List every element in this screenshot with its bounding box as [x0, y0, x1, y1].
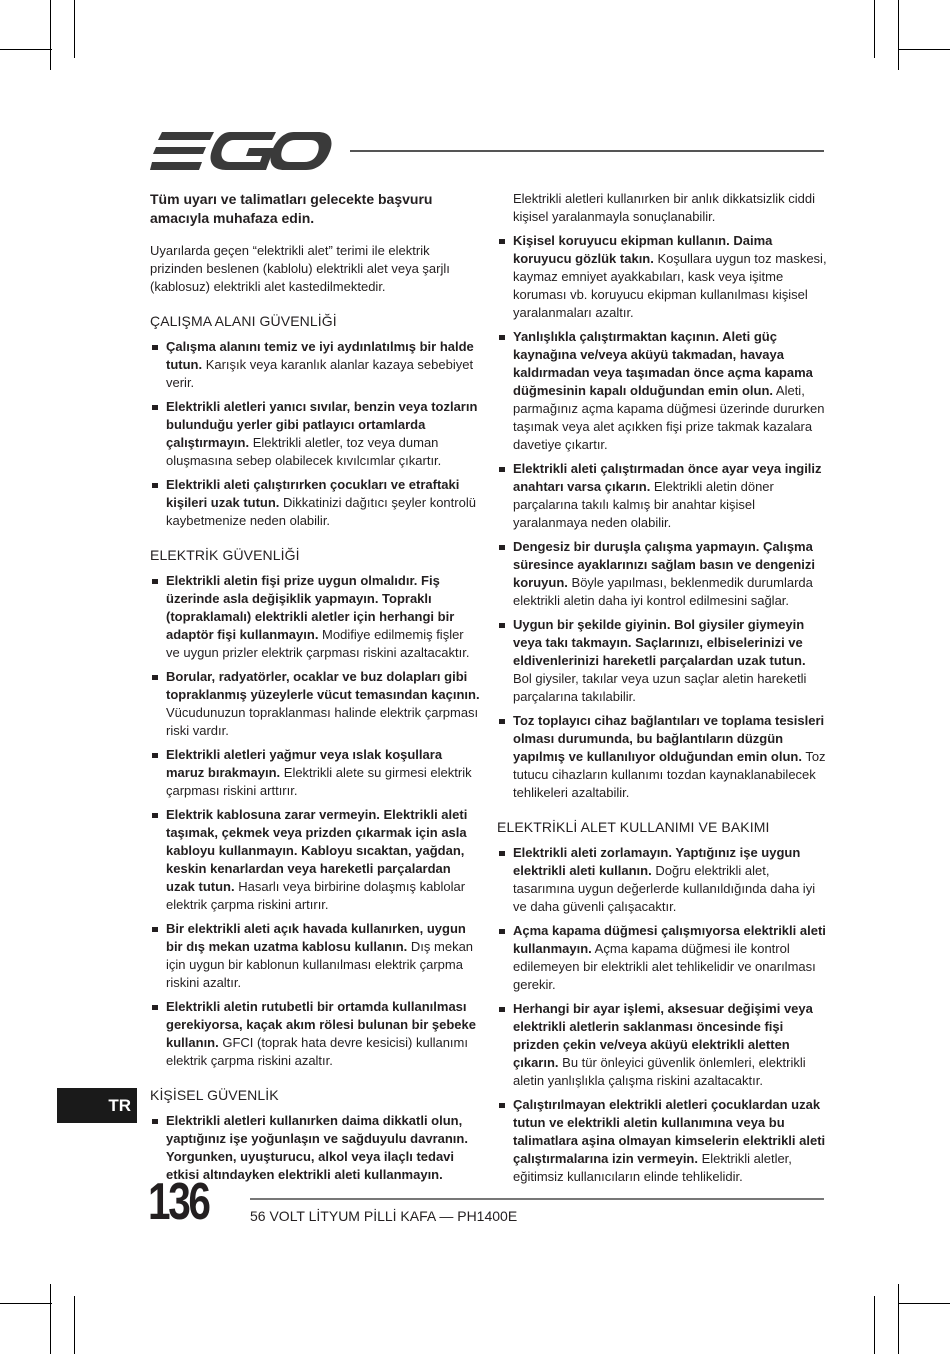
item-text: Elektrikli aletler, toz veya duman oluşmasına sebep olabilecek kıvılcımlar çıkartır.	[166, 435, 442, 468]
heading-work-area: ÇALIŞMA ALANI GÜVENLİĞİ	[150, 313, 337, 329]
item-text: Elektrikli alete su girmesi elektrik çarpması riskini arttırır.	[166, 765, 472, 798]
list-item	[497, 922, 827, 994]
bullet-icon	[152, 483, 158, 488]
ego-logo	[150, 130, 332, 172]
intro-bold: Tüm uyarı ve talimatları gelecekte başvuru amacıyla muhafaza edin.	[150, 191, 433, 226]
crop-mark	[0, 49, 52, 50]
item-bold: Elektrikli aleti çalıştırmadan önce ayar veya ingiliz anahtarı varsa çıkarın.	[513, 461, 822, 494]
bullet-icon	[499, 851, 505, 856]
item-text: Açma kapama düğmesi ile kontrol edilemeyen bir elektrikli alet tehlikelidir ve onarılması gerekir.	[513, 941, 816, 992]
bullet-icon	[152, 1005, 158, 1010]
document-title: 56 VOLT LİTYUM PİLLİ KAFA — PH1400E	[250, 1208, 518, 1224]
crop-mark	[898, 0, 899, 70]
item-bold: Elektrikli aletin rutubetli bir ortamda kullanılması gerekiyorsa, kaçak akım rölesi bulunan bir şebeke kullanın.	[166, 999, 476, 1050]
bullet-icon	[499, 719, 505, 724]
item-text: Böyle yapılması, beklenmedik durumlarda elektrikli aletin daha iyi kontrol edilmesini sağlar.	[513, 575, 813, 608]
item-text: Doğru elektrikli alet, tasarımına uygun değerlerde kullanıldığında daha iyi ve daha güvenli çalışacaktır.	[513, 863, 816, 914]
list-item	[150, 806, 480, 914]
bullet-icon	[152, 1119, 158, 1124]
personal-list-continued	[497, 232, 827, 802]
intro-text: Uyarılarda geçen “elektrikli alet” terimi ile elektrik prizinden beslenen (kablolu) elektrikli alet veya şarjlı (kablosuz) elektrikli alet kastedilmektedir.	[150, 243, 450, 294]
list-item	[497, 1000, 827, 1090]
bullet-icon	[152, 405, 158, 410]
item-bold: Kişisel koruyucu ekipman kullanın. Daima koruyucu gözlük takın.	[513, 233, 773, 266]
bullet-icon	[152, 927, 158, 932]
item-text: Modifiye edilmemiş fişler ve uygun prizler elektrik çarpması riskini azaltacaktır.	[166, 627, 470, 660]
list-item	[497, 232, 827, 322]
bullet-icon	[152, 675, 158, 680]
list-item	[497, 712, 827, 802]
list-item	[150, 920, 480, 992]
list-item	[150, 668, 480, 740]
item-text: Elektrikli aletin döner parçalarına takılı kalmış bir anahtar kişisel yaralanmaya neden olabilir.	[513, 479, 774, 530]
crop-mark	[874, 0, 875, 58]
item-text: Bol giysiler, takılar veya uzun saçlar aletin hareketli parçalarına takılabilir.	[513, 671, 807, 704]
item-bold: Elektrikli aleti çalıştırırken çocukları ve etraftaki kişileri uzak tutun.	[166, 477, 460, 510]
crop-mark	[874, 1296, 875, 1354]
bullet-icon	[499, 1007, 505, 1012]
bullet-icon	[499, 1103, 505, 1108]
header-rule	[350, 150, 824, 152]
item-bold: Dengesiz bir duruşla çalışma yapmayın. Çalışma süresince ayaklarınızı sağlam basın ve dengenizi koruyun.	[513, 539, 816, 590]
tool-use-list	[497, 844, 827, 1186]
bullet-icon	[152, 813, 158, 818]
right-column	[497, 190, 827, 1192]
list-item	[150, 476, 480, 530]
list-item	[497, 328, 827, 454]
list-item	[497, 1096, 827, 1186]
list-item	[150, 338, 480, 392]
heading-tool-use: ELEKTRİKLİ ALET KULLANIMI VE BAKIMI	[497, 819, 770, 835]
item-bold: Çalıştırılmayan elektrikli aletleri çocuklardan uzak tutun ve elektrikli aletin kullanımına veya bu talimatlara aşina olmayan kimselerin elektrikli aleti çalıştırmalarına izin vermeyin.	[513, 1097, 826, 1166]
item-bold: Elektrikli aletin fişi prize uygun olmalıdır. Fiş üzerinde asla değişiklik yapmayın. Topraklı (topraklamalı) elektrikli aletler için herhangi bir adaptör fişi kullanmayın.	[166, 573, 455, 642]
bullet-icon	[499, 545, 505, 550]
item-bold: Elektrikli aletleri yanıcı sıvılar, benzin veya tozların bulunduğu yerler gibi patlayıcı ortamlarda çalıştırmayın.	[166, 399, 478, 450]
bullet-icon	[152, 579, 158, 584]
item-text: Toz tutucu cihazların kullanımı tozdan kaynaklanabilecek tehlikeleri azaltabilir.	[513, 749, 826, 800]
list-item	[497, 616, 827, 706]
electric-list	[150, 572, 480, 1070]
item-bold: Bir elektrikli aleti açık havada kullanırken, uygun bir dış mekan uzatma kablosu kullanın.	[166, 921, 466, 954]
heading-electric: ELEKTRİK GÜVENLİĞİ	[150, 547, 300, 563]
page-number: 136	[148, 1173, 209, 1231]
item-bold: Elektrikli aletleri yağmur veya ıslak koşullara maruz bırakmayın.	[166, 747, 443, 780]
item-text: Vücudunuzun topraklanması halinde elektrik çarpması riski vardır.	[166, 705, 479, 738]
item-bold: Açma kapama düğmesi çalışmıyorsa elektrikli aleti kullanmayın.	[513, 923, 826, 956]
item-bold: Herhangi bir ayar işlemi, aksesuar değişimi veya elektrikli aletlerin saklanması öncesinde fişi prizden çekin ve/veya aküyü elektrikli aletten çıkarın.	[513, 1001, 813, 1070]
bullet-icon	[499, 239, 505, 244]
list-item	[497, 844, 827, 916]
item-text: Bu tür önleyici güvenlik önlemleri, elektrikli aletin yanlışlıkla çalışma riskini azaltacaktır.	[513, 1055, 806, 1088]
list-item	[497, 538, 827, 610]
crop-mark	[898, 1284, 899, 1354]
bullet-icon	[152, 345, 158, 350]
language-tab: TR	[57, 1088, 137, 1123]
list-item	[150, 398, 480, 470]
list-item	[150, 746, 480, 800]
item-bold: Elektrikli aleti zorlamayın. Yaptığınız işe uygun elektrikli aleti kullanın.	[513, 845, 801, 878]
item-bold: Çalışma alanını temiz ve iyi aydınlatılmış bir halde tutun.	[166, 339, 474, 372]
item-text: Karışık veya karanlık alanlar kazaya sebebiyet verir.	[166, 357, 474, 390]
heading-personal: KİŞİSEL GÜVENLİK	[150, 1087, 279, 1103]
item-bold: Elektrikli aletleri kullanırken daima dikkatli olun, yaptığınız işe yoğunlaşın ve sağduyulu davranın. Yorgunken, uyuşturucu, alkol veya ilaçlı tedavi etkisi altındayken elektrikli aleti kullanmayın.	[166, 1113, 468, 1182]
list-item	[150, 998, 480, 1070]
item-bold: Yanlışlıkla çalıştırmaktan kaçının. Aleti güç kaynağına ve/veya aküyü takmadan, havaya kaldırmadan veya taşımadan önce açma kapama düğmesinin kapalı olduğundan emin olun.	[513, 329, 813, 398]
item-text: Elektrikli aletler, eğitimsiz kullanıcıların elinde tehlikelidir.	[513, 1151, 792, 1184]
crop-mark	[50, 0, 51, 70]
item-text: Koşullara uygun toz maskesi, kaymaz emniyet ayakkabıları, kask veya işitme koruması vb. koruyucu ekipman kullanılması kişisel yaralanmaları azaltır.	[513, 251, 827, 320]
item-bold: Uygun bir şekilde giyinin. Bol giysiler giymeyin veya takı takmayın. Saçlarınızı, elbiselerinizi ve eldivenlerinizi hareketli parçalardan uzak tutun.	[513, 617, 806, 668]
bullet-icon	[499, 929, 505, 934]
item-text: Dış mekan için uygun bir kablonun kullanılması elektrik çarpma riskini azaltır.	[166, 939, 474, 990]
bullet-icon	[499, 623, 505, 628]
crop-mark	[74, 1296, 75, 1354]
item-bold: Toz toplayıcı cihaz bağlantıları ve toplama tesisleri olması durumunda, bu bağlantıların düzgün yapılmış ve kullanılıyor olduğundan emin olun.	[513, 713, 825, 764]
bullet-icon	[499, 335, 505, 340]
crop-mark	[74, 0, 75, 58]
item-text: Hasarlı veya birbirine dolaşmış kablolar elektrik çarpma riskini artırır.	[166, 879, 466, 912]
crop-mark	[898, 1303, 950, 1304]
item-bold: Elektrik kablosuna zarar vermeyin. Elektrikli aleti taşımak, çekmek veya prizden çıkarmak için asla kabloyu kullanmayın. Kabloyu sıcaktan, yağdan, keskin kenarlardan veya hareketli parçalardan uzak tutun.	[166, 807, 468, 894]
bullet-icon	[152, 753, 158, 758]
item-bold: Borular, radyatörler, ocaklar ve buz dolapları gibi topraklanmış yüzeylerle vücut temasından kaçının.	[166, 669, 480, 702]
item-text: GFCI (toprak hata devre kesicisi) kullanımı elektrik çarpma riskini azaltır.	[166, 1035, 468, 1068]
item-text: Aleti, parmağınız açma kapama düğmesi üzerinde dururken taşımak veya alet açıkken fişi prize takmak kazalara davetiye çıkartır.	[513, 383, 825, 452]
left-column	[150, 190, 480, 1190]
footer-rule	[250, 1198, 824, 1200]
list-item	[150, 572, 480, 662]
crop-mark	[0, 1303, 52, 1304]
item-text: Dikkatinizi dağıtıcı şeyler kontrolü kaybetmenize neden olabilir.	[166, 495, 476, 528]
crop-mark	[898, 49, 950, 50]
crop-mark	[50, 1284, 51, 1354]
bullet-icon	[499, 467, 505, 472]
continued-text: Elektrikli aletleri kullanırken bir anlık dikkatsizlik ciddi kişisel yaralanmayla sonuçlanabilir.	[513, 191, 815, 224]
list-item	[497, 460, 827, 532]
work-area-list	[150, 338, 480, 530]
